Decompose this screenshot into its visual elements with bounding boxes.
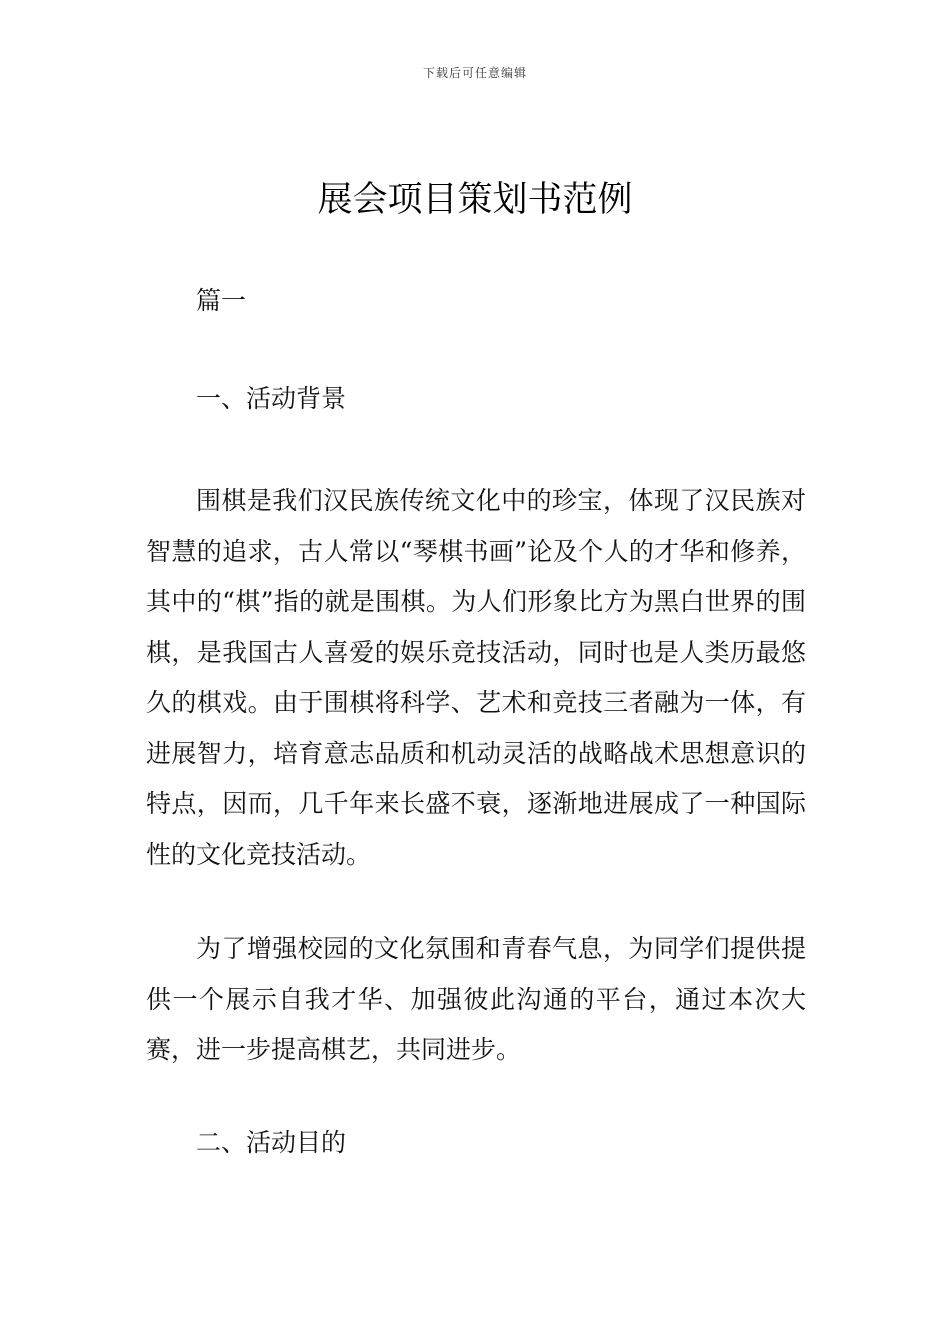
section-label: 篇一 (196, 286, 247, 315)
paragraph-background: 围棋是我们汉民族传统文化中的珍宝，体现了汉民族对智慧的追求，古人常以“琴棋书画”论及个人的才华和修养，其中的“棋”指的就是围棋。为人们形象比方为黑白世界的围棋，是我国古人喜爱的娱乐竞技活动，同时也是人类历最悠久的棋戏。由于围棋将科学、艺术和竞技三者融为一体，有进展智力，培育意志品质和机动灵活的战略战术思想意识的特点，因而，几千年来长盛不衰，逐渐地进展成了一种国际性的文化竞技活动。 (146, 486, 806, 869)
section-heading-background: 一、活动背景 (196, 384, 347, 413)
paragraph-purpose-intro: 为了增强校园的文化氛围和青春气息，为同学们提供提供一个展示自我才华、加强彼此沟通的平台，通过本次大赛，进一步提高棋艺，共同进步。 (146, 934, 806, 1064)
header-note: 下载后可任意编辑 (422, 66, 527, 80)
section-heading-purpose: 二、活动目的 (196, 1128, 347, 1157)
document-title: 展会项目策划书范例 (317, 180, 633, 220)
